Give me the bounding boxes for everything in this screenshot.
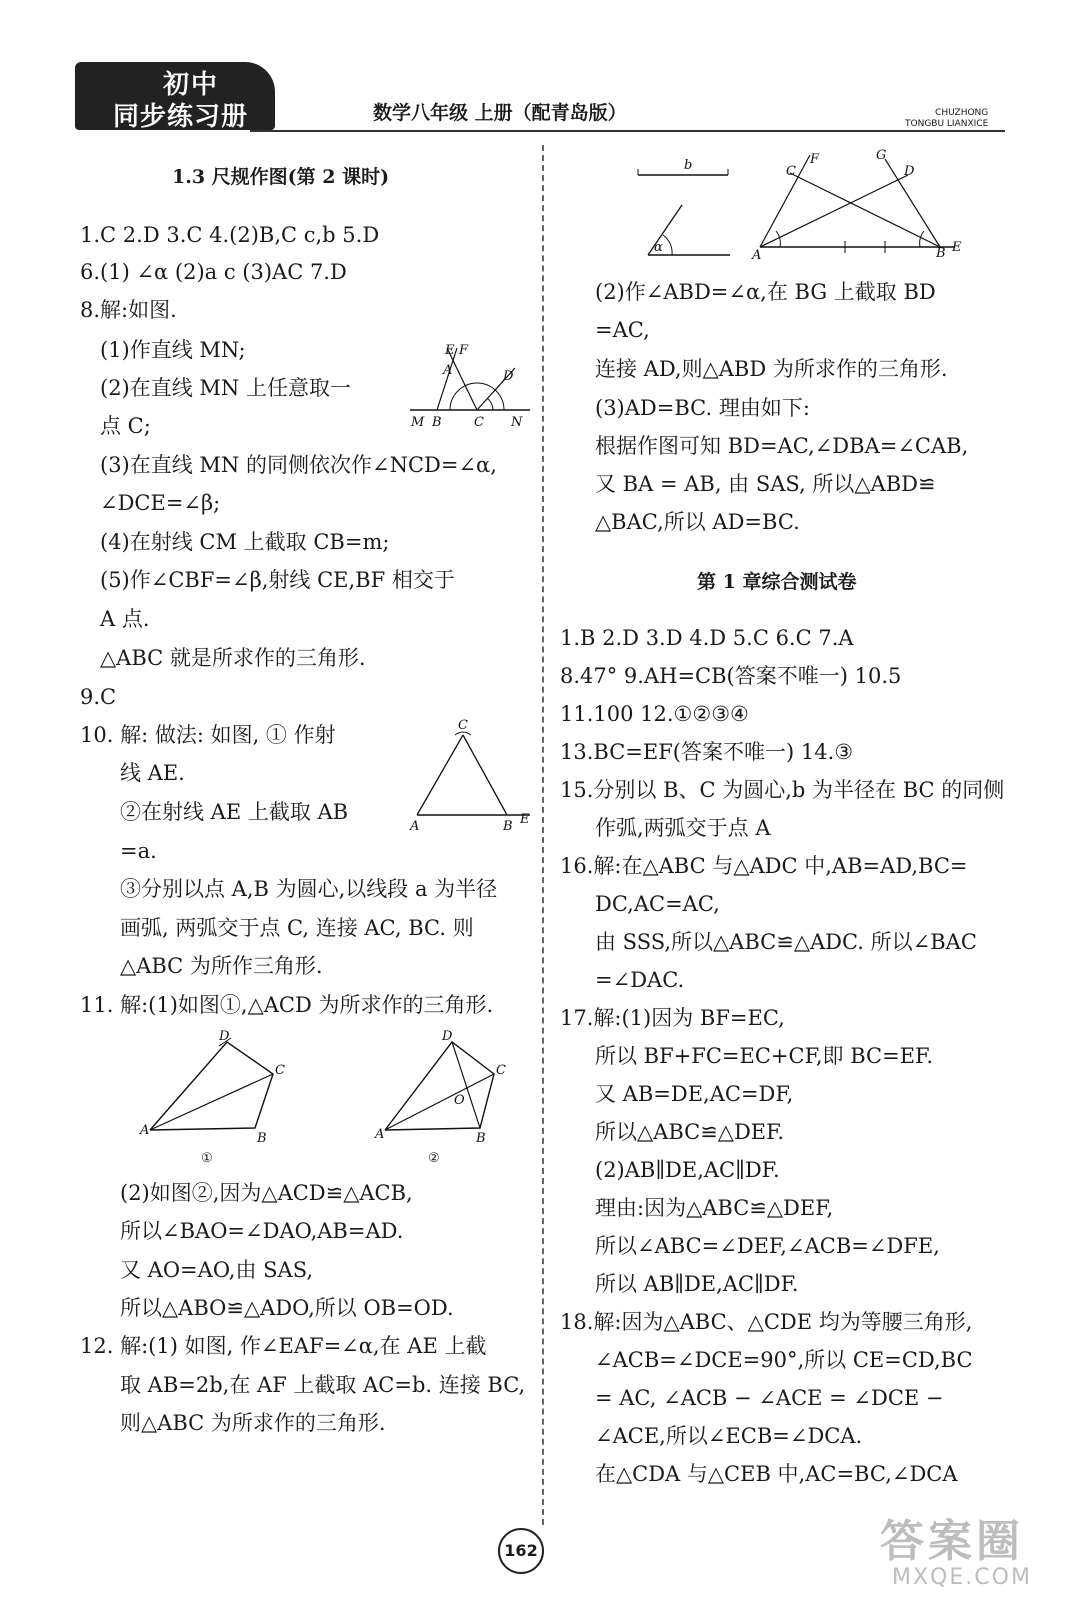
fig11a-label: A [140,1123,150,1138]
text-line: A 点. [100,607,150,631]
text-line: △ABC 就是所求作的三角形. [100,646,366,670]
watermark-url: MXQE.COM [892,1565,1032,1590]
text-line: 16.解:在△ABC 与△ADC 中,AB=AD,BC= [560,854,968,878]
text-line: =a. [120,839,157,863]
fig10-label: E [520,812,530,827]
text-line: 画弧, 两弧交于点 C, 连接 AC, BC. 则 [120,916,474,940]
fig12-label: C [786,164,796,179]
text-line: △ABC 为所作三角形. [120,954,323,978]
column-divider [542,145,545,1525]
text-line: 8.解:如图. [80,298,177,322]
figure-problem-8 [405,340,535,430]
text-line: 又 BA = AB, 由 SAS, 所以△ABD≌ [595,472,936,496]
text-line: 10. 解: 做法: 如图, ① 作射 [80,723,336,747]
fig8-label: N [511,415,523,430]
text-line: DC,AC=AC, [595,892,720,916]
fig8-label: C [474,415,484,430]
text-line: 17.解:(1)因为 BF=EC, [560,1006,785,1030]
fig10-label: A [410,819,420,834]
text-line: 点 C; [100,414,151,438]
text-line: ③分别以点 A,B 为圆心,以线段 a 为半径 [120,877,498,901]
fig11b-label: C [496,1063,506,1078]
text-line: (2)AB∥DE,AC∥DF. [595,1158,780,1182]
text-line: 所以 AB∥DE,AC∥DF. [595,1272,799,1296]
fig11a-label: B [257,1131,267,1146]
text-line: (2)在直线 MN 上任意取一 [100,376,351,400]
right-section-title: 第 1 章综合测试卷 [697,571,857,593]
fig10-label: B [503,819,513,834]
left-section-title: 1.3 尺规作图(第 2 课时) [172,166,390,188]
text-line: ②在射线 AE 上截取 AB [120,800,349,824]
text-line: 所以 BF+FC=EC+CF,即 BC=EF. [595,1044,934,1068]
text-line: 所以∠ABC=∠DEF,∠ACB=∠DFE, [595,1234,940,1258]
text-line: 又 AO=AO,由 SAS, [120,1258,314,1282]
fig11b-caption: ② [428,1151,440,1166]
en-line1: CHUZHONG [935,108,989,118]
header-rule [250,130,1005,132]
text-line: 理由:因为△ABC≌△DEF, [595,1196,834,1220]
text-line: 又 AB=DE,AC=DF, [595,1082,794,1106]
text-line: (3)在直线 MN 的同侧依次作∠NCD=∠α, [100,453,497,477]
text-line: 13.BC=EF(答案不唯一) 14.③ [560,740,854,764]
fig11a-label: D [219,1030,230,1044]
text-line: 8.47° 9.AH=CB(答案不唯一) 10.5 [560,664,902,688]
text-line: 所以△ABO≌△ADO,所以 OB=OD. [120,1296,454,1320]
text-line: ∠DCE=∠β; [100,491,221,515]
figure-problem-10 [405,715,540,835]
text-line: 12. 解:(1) 如图, 作∠EAF=∠α,在 AE 上截 [80,1334,487,1358]
text-line: 6.(1) ∠α (2)a c (3)AC 7.D [80,260,347,284]
fig12-label: b [684,158,693,173]
text-line: 所以△ABC≌△DEF. [595,1120,785,1144]
text-line: 作弧,两弧交于点 A [595,816,771,840]
fig12-label: α [654,240,663,255]
text-line: 则△ABC 为所求作的三角形. [120,1411,386,1435]
text-line: =∠DAC. [595,968,685,992]
fig8-label: F [459,343,469,358]
fig11a-label: C [275,1063,285,1078]
text-line: 9.C [80,685,117,709]
text-line: 1.C 2.D 3.C 4.(2)B,C c,b 5.D [80,223,380,247]
book-logo [75,62,275,130]
fig12-label: B [936,246,946,261]
page-number: 162 [498,1528,544,1574]
en-line2: TONGBU LIANXICE [905,119,989,129]
fig8-label: D [503,369,514,384]
fig10-label: C [458,718,468,733]
logo-line2: 同步练习册 [113,102,249,132]
figure-problem-11-b [370,1030,530,1170]
fig11b-label: O [454,1093,465,1108]
logo-line1: 初中 [163,70,220,100]
book-title-english [905,108,988,130]
text-line: 11.100 12.①②③④ [560,702,749,726]
fig8-label: A [443,363,453,378]
fig12-label: G [876,148,887,163]
text-line: 在△CDA 与△CEB 中,AC=BC,∠DCA [595,1462,958,1486]
fig8-label: B [432,415,442,430]
fig11b-label: A [375,1127,385,1142]
fig12-label: A [752,248,762,263]
fig8-label: M [411,415,425,430]
text-line: (3)AD=BC. 理由如下: [595,396,810,420]
text-line: =AC, [595,318,650,342]
text-line: 所以∠BAO=∠DAO,AB=AD. [120,1219,404,1243]
text-line: 15.分别以 B、C 为圆心,b 为半径在 BC 的同侧 [560,778,1005,802]
text-line: 线 AE. [120,761,185,785]
text-line: (1)作直线 MN; [100,338,246,362]
text-line: 11. 解:(1)如图①,△ACD 为所求作的三角形. [80,993,494,1017]
fig12-label: D [904,164,915,179]
text-line: 1.B 2.D 3.D 4.D 5.C 6.C 7.A [560,626,854,650]
fig12-label: E [952,240,962,255]
figure-problem-12 [630,145,975,265]
text-line: (5)作∠CBF=∠β,射线 CE,BF 相交于 [100,568,455,592]
fig11a-caption: ① [201,1151,213,1166]
text-line: 18.解:因为△ABC、△CDE 均为等腰三角形, [560,1310,973,1334]
fig12-label: F [810,152,820,167]
text-line: 取 AB=2b,在 AF 上截取 AC=b. 连接 BC, [120,1373,526,1397]
text-line: 由 SSS,所以△ABC≌△ADC. 所以∠BAC [595,930,977,954]
fig11b-label: B [476,1131,486,1146]
text-line: = AC, ∠ACB − ∠ACE = ∠DCE − [595,1386,944,1410]
text-line: 根据作图可知 BD=AC,∠DBA=∠CAB, [595,434,969,458]
fig8-label: E [445,343,455,358]
fig11b-label: D [442,1030,453,1044]
text-line: (2)作∠ABD=∠α,在 BG 上截取 BD [595,280,936,304]
watermark-logo: 答案圈 [880,1516,1024,1567]
text-line: ∠ACB=∠DCE=90°,所以 CE=CD,BC [595,1348,973,1372]
figure-problem-11-a [135,1030,295,1170]
text-line: 连接 AD,则△ABD 为所求作的三角形. [595,357,948,381]
text-line: (2)如图②,因为△ACD≌△ACB, [120,1181,413,1205]
book-title: 数学八年级 上册（配青岛版） [373,102,627,124]
text-line: △BAC,所以 AD=BC. [595,510,800,534]
text-line: ∠ACE,所以∠ECB=∠DCA. [595,1424,863,1448]
text-line: (4)在射线 CM 上截取 CB=m; [100,530,390,554]
